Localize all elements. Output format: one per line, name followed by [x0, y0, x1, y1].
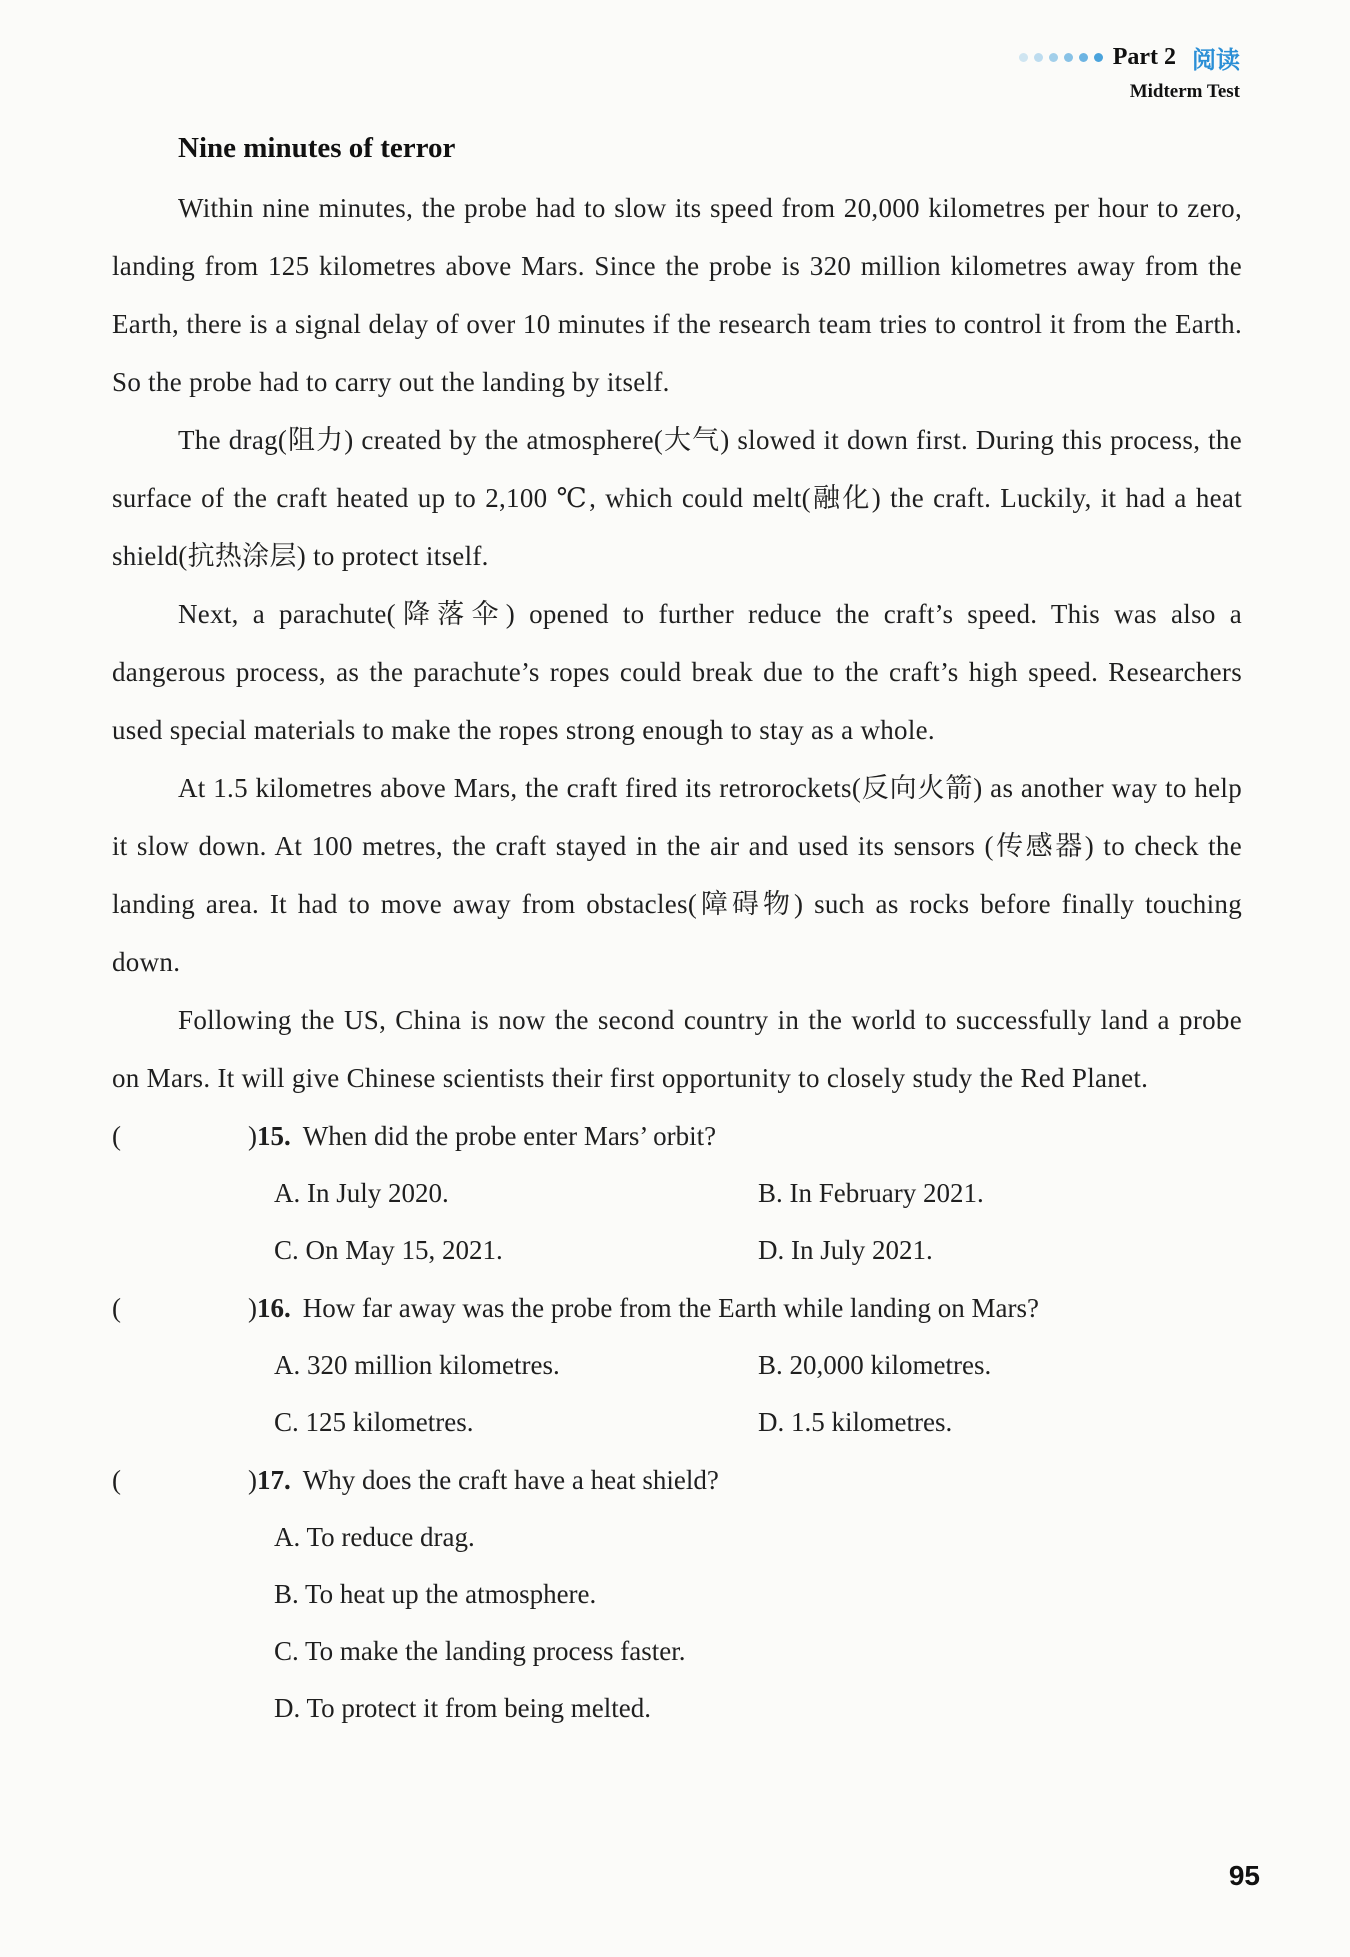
option-c[interactable]: C. To make the landing process faster.	[274, 1636, 686, 1666]
passage-paragraph: At 1.5 kilometres above Mars, the craft fired its retrorockets(反向火箭) as another way to help it slow down. At 100 metres, the craft stayed in the air and used its sensors (传感器) to check the landing area. It had to move away from obstacles(障碍物) such as rocks before finally touching down.	[112, 773, 1242, 977]
options	[274, 1337, 1242, 1451]
answer-blank[interactable]: ( )	[112, 1121, 257, 1151]
option-a[interactable]: A. To reduce drag.	[274, 1522, 475, 1552]
option-c[interactable]: C. 125 kilometres.	[274, 1407, 474, 1437]
option-a[interactable]: A. 320 million kilometres.	[274, 1350, 560, 1380]
answer-blank[interactable]: ( )	[112, 1293, 257, 1323]
question-text: When did the probe enter Mars’ orbit?	[302, 1121, 717, 1151]
passage-paragraph: Next, a parachute(降落伞) opened to further reduce the craft’s speed. This was also a dangerous process, as the parachute’s ropes could break due to the craft’s high speed. Researchers used special materials to make the ropes strong enough to stay as a whole.	[112, 599, 1242, 745]
question-15	[112, 1107, 1242, 1279]
options	[274, 1165, 1242, 1279]
passage-paragraph: Within nine minutes, the probe had to slow its speed from 20,000 kilometres per hour to zero, landing from 125 kilometres above Mars. Since the probe is 320 million kilometres away from the Earth, there is a signal delay of over 10 minutes if the research team tries to control it from the Earth. So the probe had to carry out the landing by itself.	[112, 193, 1242, 397]
question-number: 17.	[257, 1465, 291, 1495]
question-text: How far away was the probe from the Earth while landing on Mars?	[302, 1293, 1040, 1323]
option-b[interactable]: B. 20,000 kilometres.	[758, 1350, 992, 1380]
dots-decoration	[1019, 53, 1103, 62]
option-b[interactable]: B. To heat up the atmosphere.	[274, 1579, 597, 1609]
answer-blank[interactable]: ( )	[112, 1465, 257, 1495]
option-d[interactable]: D. In July 2021.	[758, 1235, 933, 1265]
option-b[interactable]: B. In February 2021.	[758, 1178, 984, 1208]
passage-paragraph: The drag(阻力) created by the atmosphere(大气) slowed it down first. During this process, the surface of the craft heated up to 2,100 ℃, which could melt(融化) the craft. Luckily, it had a heat shield(抗热涂层) to protect itself.	[112, 425, 1242, 571]
page-number: 95	[1228, 1860, 1260, 1891]
option-a[interactable]: A. In July 2020.	[274, 1178, 449, 1208]
passage-paragraph: Following the US, China is now the second country in the world to successfully land a probe on Mars. It will give Chinese scientists their first opportunity to closely study the Red Planet.	[112, 1005, 1242, 1093]
page-header	[1019, 40, 1240, 103]
options	[274, 1509, 1242, 1737]
question-17	[112, 1451, 1242, 1737]
passage-title: Nine minutes of terror	[178, 132, 456, 164]
header-subtitle: Midterm Test	[1129, 81, 1240, 102]
option-c[interactable]: C. On May 15, 2021.	[274, 1235, 503, 1265]
question-16	[112, 1279, 1242, 1451]
question-number: 15.	[257, 1121, 291, 1151]
option-d[interactable]: D. To protect it from being melted.	[274, 1693, 652, 1723]
question-number: 16.	[257, 1293, 291, 1323]
question-text: Why does the craft have a heat shield?	[302, 1465, 719, 1495]
reading-content	[112, 132, 1242, 1737]
part-chinese-label: 阅读	[1192, 46, 1240, 74]
part-label: Part 2	[1112, 44, 1176, 70]
option-d[interactable]: D. 1.5 kilometres.	[758, 1407, 953, 1437]
